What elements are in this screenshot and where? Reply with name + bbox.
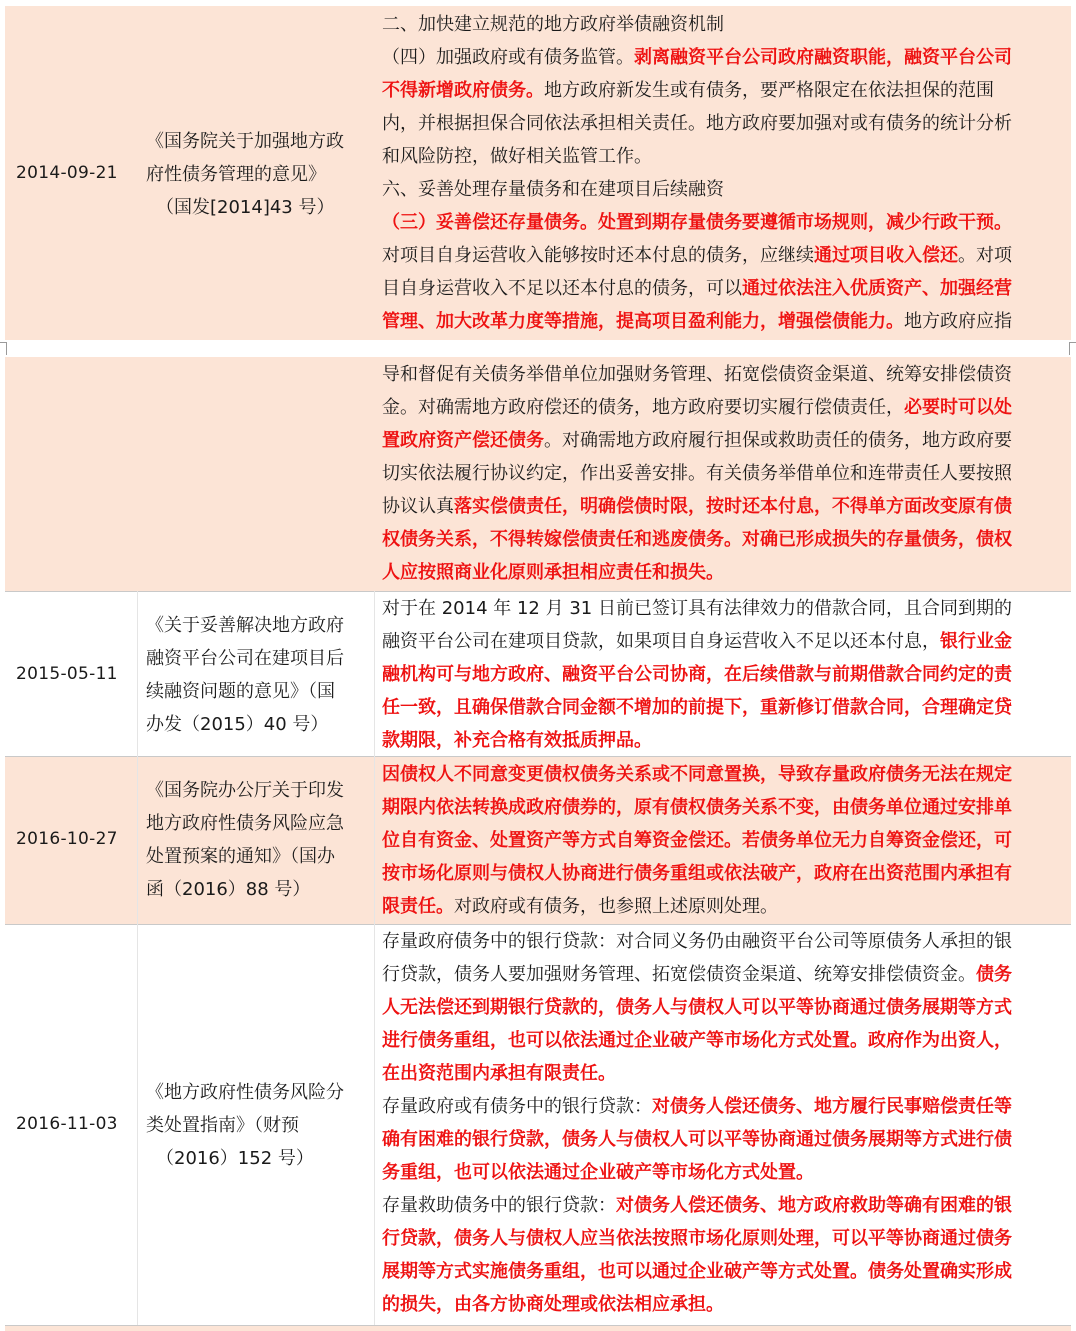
content-line	[382, 691, 1064, 724]
row-divider	[5, 1325, 1071, 1326]
highlighted-text: 在出资范围内承担有限责任。	[382, 1063, 616, 1084]
highlighted-text: 展期等方式实施债务重组，也可以通过企业破产等方式处置。债务处置确实形成	[382, 1261, 1012, 1282]
content-line	[382, 857, 1064, 890]
content-line	[382, 8, 1064, 41]
plain-text: 行贷款，债务人要加强财务管理、拓宽偿债资金渠道、统筹安排偿债资金。	[382, 964, 976, 985]
plain-text: 金。对确需地方政府偿还的债务，地方政府要切实履行偿债责任，	[382, 397, 904, 418]
content-line	[382, 758, 1064, 791]
document-title-cell	[146, 774, 366, 906]
column-divider	[374, 591, 375, 1325]
content-line	[382, 305, 1064, 338]
content-line	[382, 991, 1064, 1024]
content-line	[382, 1189, 1064, 1222]
content-line	[382, 890, 1064, 923]
plain-text: 存量救助债务中的银行贷款：	[382, 1195, 616, 1216]
doc-line: 《国务院关于加强地方政	[146, 131, 344, 152]
plain-text: 对于在 2014 年 12 月 31 日前已签订具有法律效力的借款合同，且合同到期的	[382, 598, 1012, 619]
plain-text: 存量政府或有债务中的银行贷款：	[382, 1096, 652, 1117]
plain-text: 导和督促有关债务举借单位加强财务管理、拓宽偿债资金渠道、统筹安排偿债资	[382, 364, 1012, 385]
highlighted-text: 落实偿债责任，明确偿债时限，按时还本付息，不得单方面改变原有债	[454, 496, 1012, 517]
content-line	[382, 958, 1064, 991]
content-cell-continued	[382, 358, 1064, 589]
doc-line: 《国务院办公厅关于印发	[146, 780, 344, 801]
content-line	[382, 206, 1064, 239]
content-line	[382, 490, 1064, 523]
plain-text: 内，并根据担保合同依法承担相关责任。地方政府要加强对或有债务的统计分析	[382, 113, 1012, 134]
highlighted-text: 不得新增政府债务。	[382, 80, 544, 101]
page-corner-mark-left	[0, 342, 7, 355]
content-line	[382, 824, 1064, 857]
highlighted-text: 按市场化原则与债权人协商进行债务重组或依法破产，政府在出资范围内承担有	[382, 863, 1012, 884]
doc-line: 《地方政府性债务风险分	[146, 1082, 344, 1103]
highlighted-text: 期限内依法转换成政府债券的，原有债权债务关系不变，由债务单位通过安排单	[382, 797, 1012, 818]
content-line	[382, 1057, 1064, 1090]
content-line	[382, 625, 1064, 658]
page-break-gap	[5, 340, 1071, 357]
content-line	[382, 658, 1064, 691]
content-line	[382, 424, 1064, 457]
plain-text: 协议认真	[382, 496, 454, 517]
content-cell	[382, 592, 1064, 757]
content-line	[382, 925, 1064, 958]
doc-line: 地方政府性债务风险应急	[146, 813, 344, 834]
content-line	[382, 1123, 1064, 1156]
plain-text: 目自身运营收入不足以还本付息的债务，可以	[382, 278, 742, 299]
content-line	[382, 358, 1064, 391]
content-line	[382, 391, 1064, 424]
document-title-cell	[146, 1076, 366, 1175]
highlighted-text: 人无法偿还到期银行贷款的，债务人与债权人可以平等协商通过债务展期等方式	[382, 997, 1012, 1018]
date-cell: 2016-10-27	[16, 829, 118, 849]
doc-line: 府性债务管理的意见》	[146, 164, 326, 185]
doc-line: 办发（2015）40 号）	[146, 714, 329, 735]
plain-text: 对政府或有债务，也参照上述原则处理。	[454, 896, 778, 917]
doc-line: 《关于妥善解决地方政府	[146, 615, 344, 636]
doc-line: （国发[2014]43 号）	[156, 197, 335, 218]
content-line	[382, 272, 1064, 305]
plain-text: 。对项	[958, 245, 1012, 266]
highlighted-text: 因债权人不同意变更债权债务关系或不同意置换，导致存量政府债务无法在规定	[382, 764, 1012, 785]
plain-text: 地方政府新发生或有债务，要严格限定在依法担保的范围	[544, 80, 994, 101]
content-line	[382, 1222, 1064, 1255]
content-line	[382, 1255, 1064, 1288]
highlighted-text: 务重组，也可以依法通过企业破产等市场化方式处置。	[382, 1162, 814, 1183]
highlighted-text: 必要时可以处	[904, 397, 1012, 418]
content-line	[382, 1288, 1064, 1321]
content-line	[382, 791, 1064, 824]
highlighted-text: 通过依法注入优质资产、加强经营	[742, 278, 1012, 299]
highlighted-text: 确有困难的银行贷款，债务人与债权人可以平等协商通过债务展期等方式进行债	[382, 1129, 1012, 1150]
content-line	[382, 1024, 1064, 1057]
plain-text: 六、妥善处理存量债务和在建项目后续融资	[382, 179, 724, 200]
content-line	[382, 1156, 1064, 1189]
doc-line: （2016）152 号）	[156, 1148, 314, 1169]
plain-text: 切实依法履行协议约定，作出妥善安排。有关债务举借单位和连带责任人要按照	[382, 463, 1012, 484]
content-line	[382, 457, 1064, 490]
content-line	[382, 74, 1064, 107]
highlighted-text: 管理、加大改革力度等措施，提高项目盈利能力，增强偿债能力。	[382, 311, 904, 332]
content-line	[382, 107, 1064, 140]
highlighted-text: 通过项目收入偿还	[814, 245, 958, 266]
column-divider	[137, 591, 138, 1325]
content-cell	[382, 8, 1064, 338]
plain-text: 地方政府应指	[904, 311, 1012, 332]
highlighted-text: 限责任。	[382, 896, 454, 917]
plain-text: （四）加强政府或有债务监管。	[382, 47, 634, 68]
doc-line: 融资平台公司在建项目后	[146, 648, 344, 669]
highlighted-text: 的损失，由各方协商处理或依法相应承担。	[382, 1294, 724, 1315]
content-line	[382, 724, 1064, 757]
document-title-cell	[146, 125, 366, 224]
content-line	[382, 239, 1064, 272]
content-line	[382, 556, 1064, 589]
highlighted-text: 剥离融资平台公司政府融资职能，融资平台公司	[634, 47, 1012, 68]
date-cell: 2016-11-03	[16, 1114, 118, 1134]
highlighted-text: 银行业金	[940, 631, 1012, 652]
content-line	[382, 41, 1064, 74]
doc-line: 续融资问题的意见》（国	[146, 681, 335, 702]
highlighted-text: 对债务人偿还债务、地方履行民事赔偿责任等	[652, 1096, 1012, 1117]
content-line	[382, 592, 1064, 625]
plain-text: 存量政府债务中的银行贷款：对合同义务仍由融资平台公司等原债务人承担的银	[382, 931, 1012, 952]
highlighted-text: 权债务关系，不得转嫁偿债责任和逃废债务。对确已形成损失的存量债务，债权	[382, 529, 1012, 550]
document-title-cell	[146, 609, 366, 741]
date-cell: 2014-09-21	[16, 163, 118, 183]
page-corner-mark-right	[1069, 342, 1076, 355]
plain-text: 对项目自身运营收入能够按时还本付息的债务，应继续	[382, 245, 814, 266]
doc-line: 类处置指南》（财预	[146, 1115, 299, 1136]
doc-line: 处置预案的通知》（国办	[146, 846, 335, 867]
date-cell: 2015-05-11	[16, 664, 118, 684]
highlighted-text: （三）妥善偿还存量债务。处置到期存量债务要遵循市场规则，减少行政干预。	[382, 212, 1012, 233]
content-line	[382, 523, 1064, 556]
plain-text: 。对确需地方政府履行担保或救助责任的债务，地方政府要	[544, 430, 1012, 451]
content-cell	[382, 758, 1064, 923]
highlighted-text: 置政府资产偿还债务	[382, 430, 544, 451]
highlighted-text: 进行债务重组，也可以依法通过企业破产等市场化方式处置。政府作为出资人，	[382, 1030, 1012, 1051]
highlighted-text: 行贷款，债务人与债权人应当依法按照市场化原则处理，可以平等协商通过债务	[382, 1228, 1012, 1249]
highlighted-text: 对债务人偿还债务、地方政府救助等确有困难的银	[616, 1195, 1012, 1216]
content-line	[382, 140, 1064, 173]
highlighted-text: 人应按照商业化原则承担相应责任和损失。	[382, 562, 724, 583]
plain-text: 二、加快建立规范的地方政府举债融资机制	[382, 14, 724, 35]
content-line	[382, 1090, 1064, 1123]
highlighted-text: 融机构可与地方政府、融资平台公司协商，在后续借款与前期借款合同约定的责	[382, 664, 1012, 685]
content-cell	[382, 925, 1064, 1321]
doc-line: 函（2016）88 号）	[146, 879, 311, 900]
highlighted-text: 任一致，且确保借款合同金额不增加的前提下，重新修订借款合同，合理确定贷	[382, 697, 1012, 718]
highlighted-text: 款期限，补充合格有效抵质押品。	[382, 730, 652, 751]
content-line	[382, 173, 1064, 206]
highlighted-text: 位自有资金、处置资产等方式自筹资金偿还。若债务单位无力自筹资金偿还，可	[382, 830, 1012, 851]
plain-text: 和风险防控，做好相关监管工作。	[382, 146, 652, 167]
plain-text: 融资平台公司在建项目贷款，如果项目自身运营收入不足以还本付息，	[382, 631, 940, 652]
highlighted-text: 债务	[976, 964, 1012, 985]
